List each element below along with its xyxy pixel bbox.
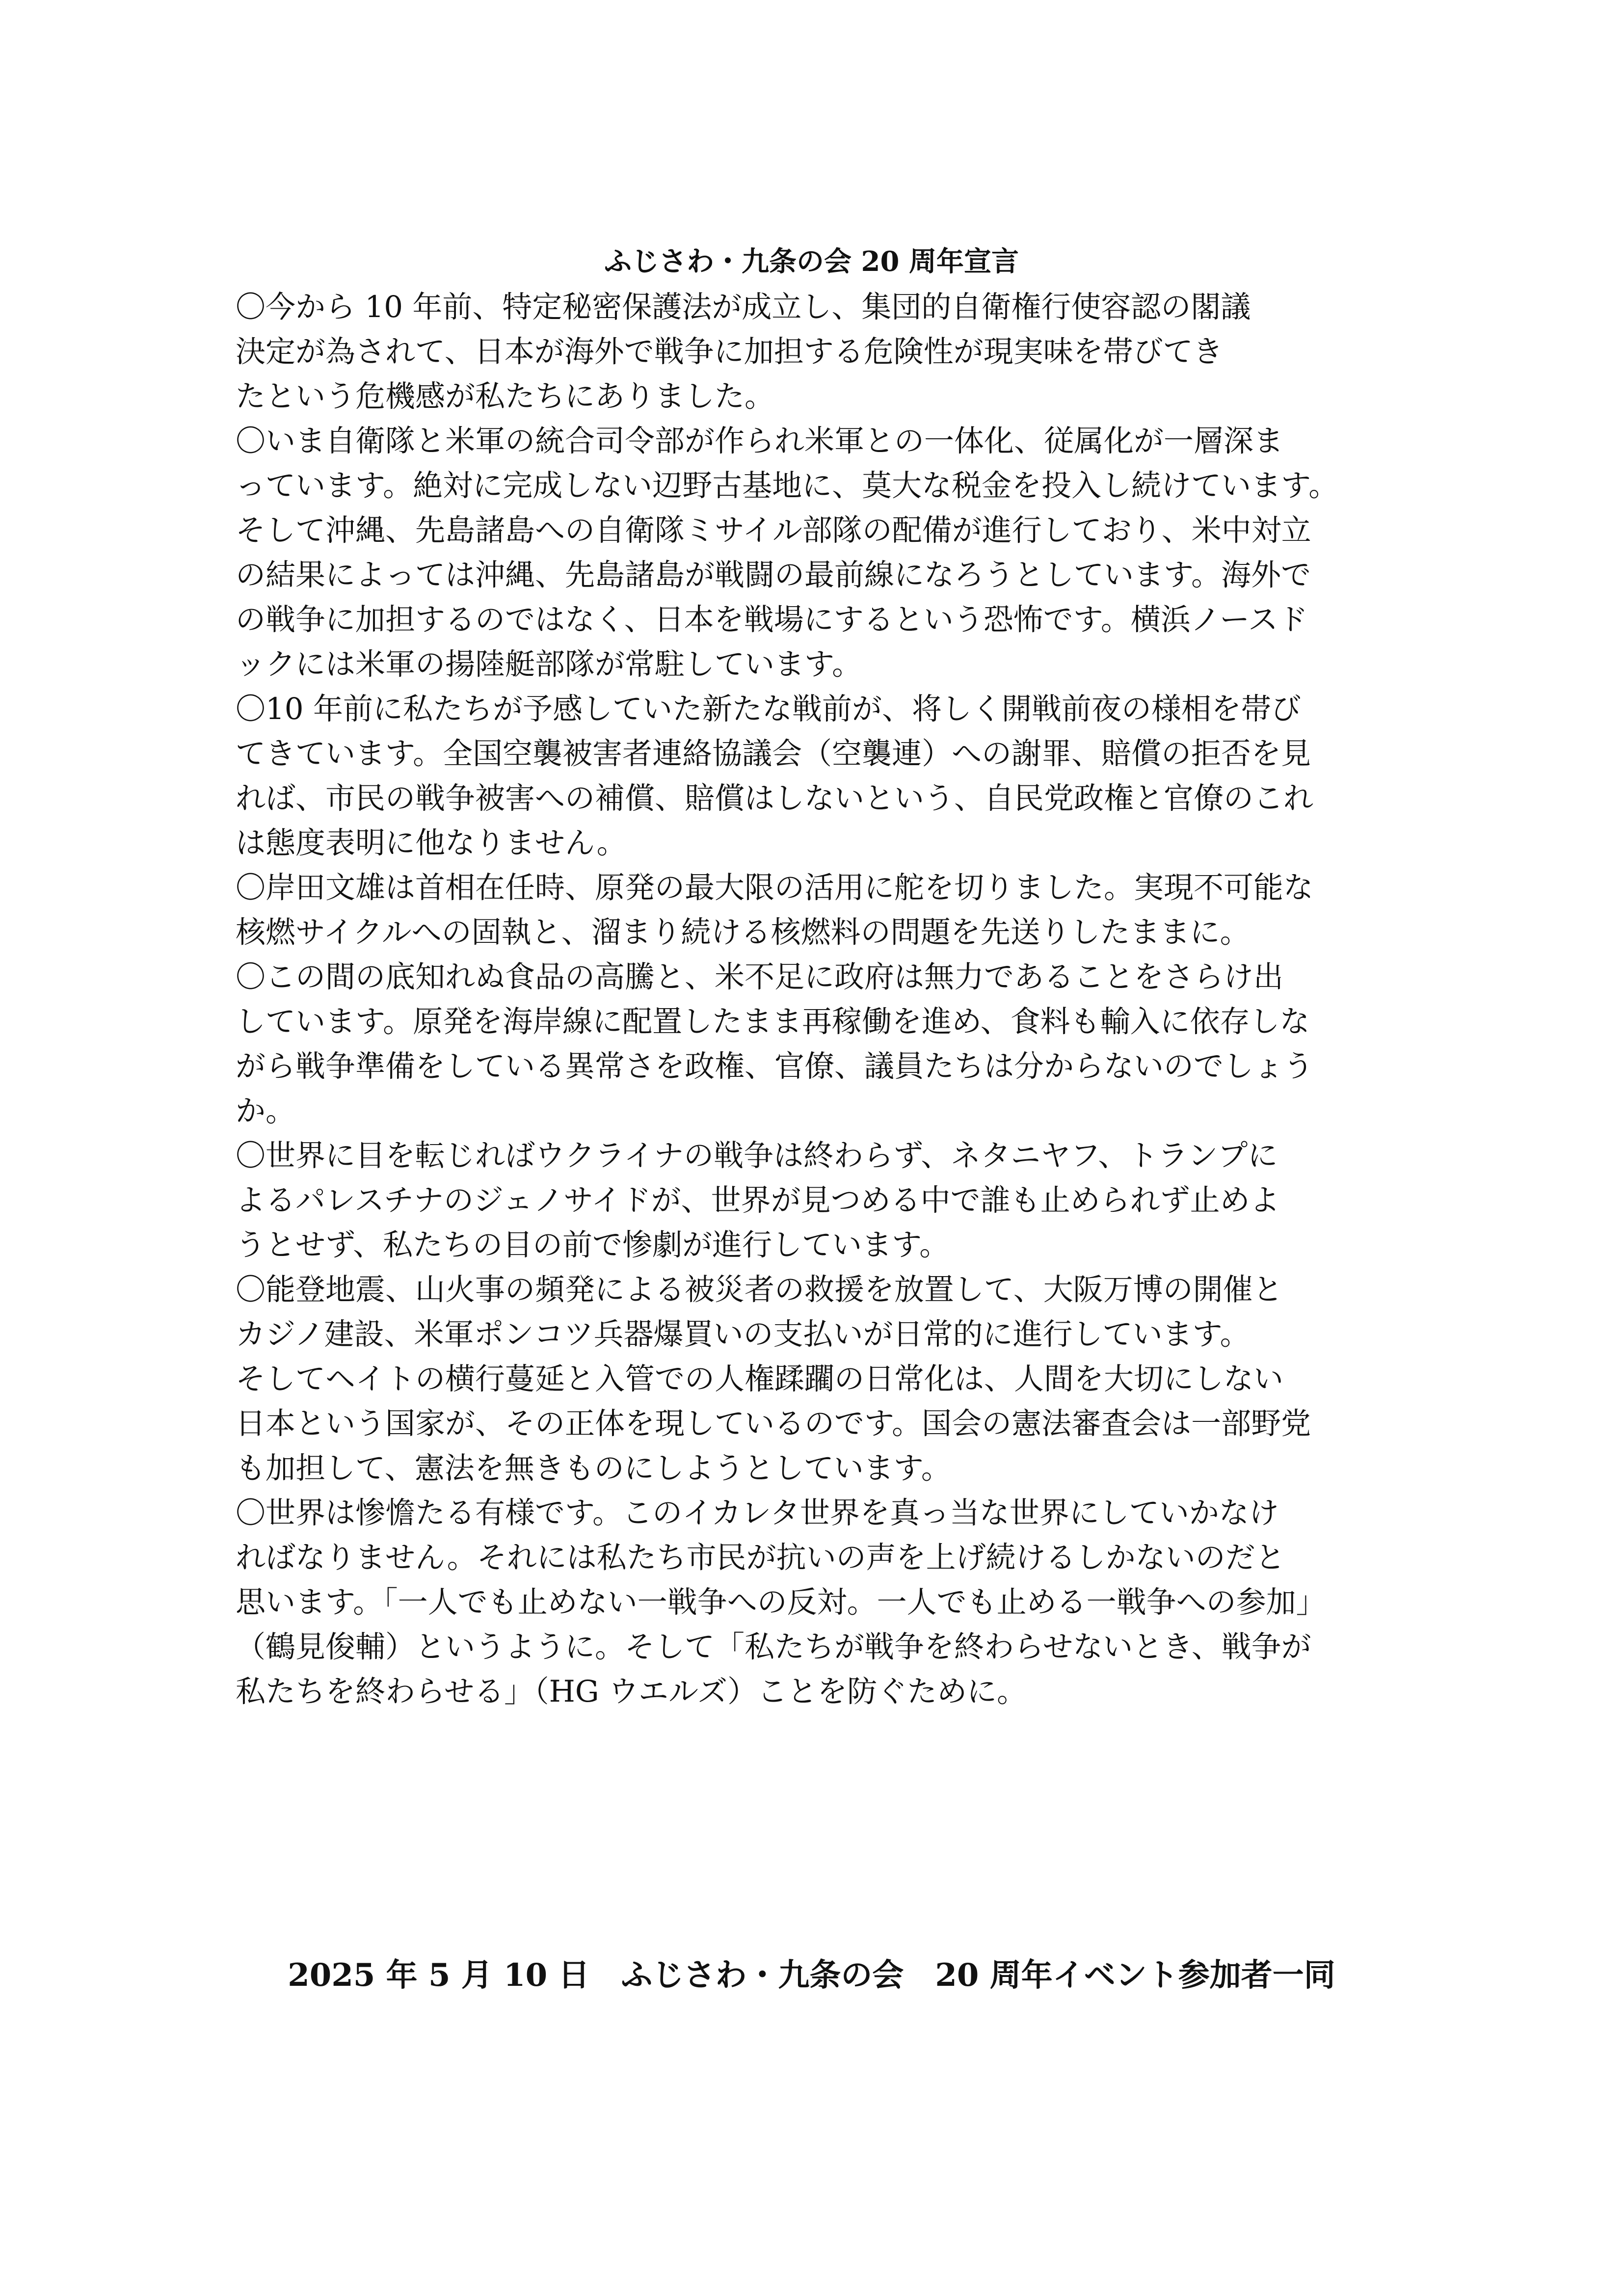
body-line: 〇岸田文雄は首相在任時、原発の最大限の活用に舵を切りました。実現不可能な	[236, 870, 1314, 905]
body-line: っています。絶対に完成しない辺野古基地に、莫大な税金を投入し続けています。	[236, 468, 1339, 503]
body-line: の結果によっては沖縄、先島諸島が戦闘の最前線になろうとしています。海外で	[236, 558, 1311, 592]
body-line: たという危機感が私たちにありました。	[236, 379, 775, 414]
declaration-body	[236, 285, 1423, 1714]
body-line: がら戦争準備をしている異常さを政権、官僚、議員たちは分からないのでしょう	[236, 1049, 1314, 1084]
body-line: 核燃サイクルへの固執と、溜まり続ける核燃料の問題を先送りしたままに。	[236, 915, 1250, 950]
body-line: そして沖縄、先島諸島への自衛隊ミサイル部隊の配備が進行しており、米中対立	[236, 513, 1311, 548]
body-line: は態度表明に他なりません。	[236, 826, 627, 860]
body-line: 〇10 年前に私たちが予感していた新たな戦前が、将しく開戦前夜の様相を帯び	[236, 692, 1302, 726]
signature-line: 2025 年 5 月 10 日 ふじさわ・九条の会 20 周年イベント参加者一同	[288, 1957, 1335, 1994]
page-title: ふじさわ・九条の会 20 周年宣言	[604, 245, 1019, 278]
body-line: 私たちを終わらせる」（HG ウエルズ）ことを防ぐために。	[236, 1674, 1027, 1709]
body-line: か。	[236, 1094, 296, 1128]
body-line: ればなりません。それには私たち市民が抗いの声を上げ続けるしかないのだと	[236, 1540, 1285, 1575]
body-line: 〇世界に目を転じればウクライナの戦争は終わらず、ネタニヤフ、トランプに	[236, 1138, 1278, 1173]
body-line: てきています。全国空襲被害者連絡協議会（空襲連）への謝罪、賠償の拒否を見	[236, 736, 1311, 771]
body-line: ックには米軍の揚陸艇部隊が常駐しています。	[236, 647, 862, 682]
body-line: そしてヘイトの横行蔓延と入管での人権蹂躙の日常化は、人間を大切にしない	[236, 1362, 1284, 1396]
body-line: 〇いま自衛隊と米軍の統合司令部が作られ米軍との一体化、従属化が一層深ま	[236, 424, 1284, 458]
body-line: の戦争に加担するのではなく、日本を戦場にするという恐怖です。横浜ノースド	[236, 602, 1308, 637]
body-line: 日本という国家が、その正体を現しているのです。国会の憲法審査会は一部野党	[236, 1406, 1311, 1441]
body-line: （鶴見俊輔）というように。そして「私たちが戦争を終わらせないとき、戦争が	[236, 1629, 1311, 1664]
body-line: れば、市民の戦争被害への補償、賠償はしないという、自民党政権と官僚のこれ	[236, 781, 1314, 816]
body-line: 〇世界は惨憺たる有様です。このイカレタ世界を真っ当な世界にしていかなけ	[236, 1495, 1279, 1530]
body-line: しています。原発を海岸線に配置したまま再稼働を進め、食料も輸入に依存しな	[236, 1004, 1310, 1039]
body-line: うとせず、私たちの目の前で惨劇が進行しています。	[236, 1228, 950, 1262]
body-line: カジノ建設、米軍ポンコツ兵器爆買いの支払いが日常的に進行しています。	[236, 1317, 1250, 1352]
body-line: も加担して、憲法を無きものにしようとしています。	[236, 1451, 951, 1486]
body-line: 〇今から 10 年前、特定秘密保護法が成立し、集団的自衛権行使容認の閣議	[236, 290, 1251, 324]
body-line: 〇能登地震、山火事の頻発による被災者の救援を放置して、大阪万博の開催と	[236, 1272, 1283, 1307]
body-line: 決定が為されて、日本が海外で戦争に加担する危険性が現実味を帯びてき	[236, 334, 1223, 369]
body-line: 〇この間の底知れぬ食品の高騰と、米不足に政府は無力であることをさらけ出	[236, 960, 1284, 994]
body-line: 思います。「一人でも止めない一戦争への反対。一人でも止める一戦争への参加」	[236, 1585, 1326, 1620]
body-line: よるパレスチナのジェノサイドが、世界が見つめる中で誰も止められず止めよ	[236, 1183, 1280, 1218]
